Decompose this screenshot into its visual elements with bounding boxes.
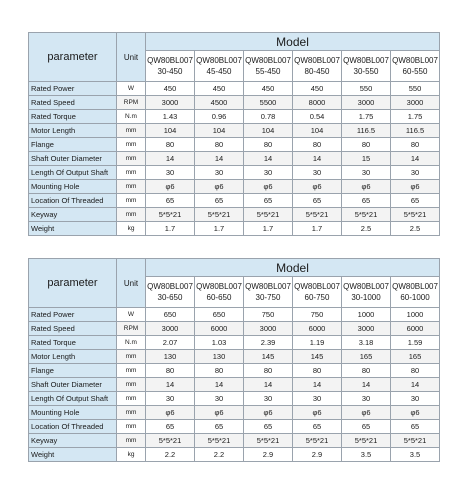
model-code-line2: 80-450 [304,67,330,76]
value-cell: 130 [195,350,244,364]
model-code-cell [195,51,244,82]
unit-cell: mm [117,152,146,166]
value-cell: 3000 [146,322,195,336]
model-code-cell [244,51,293,82]
value-cell: 1.19 [293,336,342,350]
value-cell: 145 [244,350,293,364]
value-cell: 5*5*21 [293,208,342,222]
value-cell: 65 [293,420,342,434]
value-cell: 0.78 [244,110,293,124]
value-cell: 5*5*21 [244,208,293,222]
value-cell: 30 [195,166,244,180]
value-cell: 80 [391,138,440,152]
value-cell: 5500 [244,96,293,110]
value-cell: 1.59 [391,336,440,350]
value-cell: 550 [391,82,440,96]
unit-cell: mm [117,364,146,378]
table-row [29,350,440,364]
model-code-line2: 60-650 [206,293,232,302]
table-row [29,392,440,406]
model-code-line1: QW80BL007 [196,56,242,65]
value-cell: 65 [391,420,440,434]
value-cell: 2.5 [391,222,440,236]
value-cell: 65 [342,420,391,434]
value-cell: 80 [293,364,342,378]
value-cell: 30 [244,392,293,406]
value-cell: 80 [244,364,293,378]
value-cell: 104 [293,124,342,138]
value-cell: 5*5*21 [391,434,440,448]
table-row [29,308,440,322]
unit-cell: mm [117,392,146,406]
table-row [29,364,440,378]
value-cell: 14 [146,378,195,392]
model-header: Model [146,259,440,277]
value-cell: 3000 [342,322,391,336]
value-cell: 14 [342,378,391,392]
table-row [29,180,440,194]
value-cell: 30 [293,392,342,406]
unit-cell: mm [117,166,146,180]
value-cell: 65 [293,194,342,208]
value-cell: 2.5 [342,222,391,236]
value-cell: 450 [244,82,293,96]
model-code-line2: 60-1000 [400,293,430,302]
value-cell: 14 [146,152,195,166]
table-row [29,222,440,236]
value-cell: 80 [342,364,391,378]
value-cell: 1.75 [391,110,440,124]
value-cell: 165 [391,350,440,364]
value-cell: 0.96 [195,110,244,124]
value-cell: φ6 [391,180,440,194]
value-cell: 5*5*21 [195,434,244,448]
model-code-line1: QW80BL007 [294,282,340,291]
value-cell: 14 [195,152,244,166]
unit-cell: mm [117,406,146,420]
parameter-name: Rated Power [29,308,117,322]
value-cell: 65 [146,194,195,208]
value-cell: 30 [391,166,440,180]
unit-header: Unit [117,259,146,308]
value-cell: 3000 [391,96,440,110]
table-row [29,336,440,350]
model-code-cell [195,277,244,308]
value-cell: 80 [195,138,244,152]
value-cell: 80 [195,364,244,378]
value-cell: 750 [293,308,342,322]
value-cell: 1.7 [244,222,293,236]
model-code-line1: QW80BL007 [245,282,291,291]
unit-cell: mm [117,378,146,392]
value-cell: 750 [244,308,293,322]
model-code-line1: QW80BL007 [343,282,389,291]
unit-header: Unit [117,33,146,82]
value-cell: 3.5 [391,448,440,462]
parameter-name: Rated Torque [29,110,117,124]
model-code-line2: 60-750 [304,293,330,302]
unit-cell: N.m [117,110,146,124]
model-code-line1: QW80BL007 [392,56,438,65]
table-row [29,434,440,448]
value-cell: 30 [391,392,440,406]
model-code-line1: QW80BL007 [245,56,291,65]
value-cell: 104 [146,124,195,138]
value-cell: 65 [195,420,244,434]
table-row [29,152,440,166]
model-code-line1: QW80BL007 [147,282,193,291]
table-row [29,82,440,96]
model-code-line1: QW80BL007 [343,56,389,65]
value-cell: 80 [146,138,195,152]
model-code-line1: QW80BL007 [196,282,242,291]
model-code-line1: QW80BL007 [294,56,340,65]
value-cell: 30 [244,166,293,180]
value-cell: 5*5*21 [195,208,244,222]
parameter-name: Mounting Hole [29,180,117,194]
value-cell: φ6 [146,406,195,420]
model-code-cell [391,277,440,308]
parameter-header: parameter [29,33,117,82]
value-cell: 14 [391,378,440,392]
table-row [29,110,440,124]
unit-cell: RPM [117,96,146,110]
value-cell: φ6 [244,180,293,194]
parameter-name: Rated Torque [29,336,117,350]
value-cell: 450 [293,82,342,96]
table-row [29,322,440,336]
model-code-line2: 30-450 [157,67,183,76]
value-cell: 6000 [391,322,440,336]
value-cell: 80 [244,138,293,152]
table-row [29,420,440,434]
value-cell: 3.18 [342,336,391,350]
value-cell: 14 [293,378,342,392]
parameter-name: Weight [29,448,117,462]
value-cell: φ6 [391,406,440,420]
value-cell: 5*5*21 [391,208,440,222]
value-cell: 1.7 [195,222,244,236]
model-code-cell [293,51,342,82]
value-cell: 3000 [342,96,391,110]
model-header: Model [146,33,440,51]
value-cell: 2.39 [244,336,293,350]
value-cell: 1000 [342,308,391,322]
value-cell: 6000 [195,322,244,336]
value-cell: φ6 [293,180,342,194]
value-cell: 1.7 [293,222,342,236]
value-cell: φ6 [293,406,342,420]
value-cell: 65 [391,194,440,208]
model-code-line2: 45-450 [206,67,232,76]
spec-body [29,82,440,236]
value-cell: 80 [391,364,440,378]
unit-cell: mm [117,434,146,448]
table-row [29,124,440,138]
value-cell: 1.75 [342,110,391,124]
value-cell: 116.5 [391,124,440,138]
model-code-cell [244,277,293,308]
model-code-line1: QW80BL007 [392,282,438,291]
table-row [29,406,440,420]
parameter-name: Length Of Output Shaft [29,166,117,180]
unit-cell: mm [117,350,146,364]
value-cell: 65 [146,420,195,434]
value-cell: 1000 [391,308,440,322]
parameter-name: Motor Length [29,124,117,138]
value-cell: φ6 [146,180,195,194]
value-cell: 2.9 [293,448,342,462]
value-cell: φ6 [195,180,244,194]
unit-cell: W [117,308,146,322]
unit-cell: W [117,82,146,96]
value-cell: 104 [244,124,293,138]
value-cell: 15 [342,152,391,166]
parameter-name: Mounting Hole [29,406,117,420]
value-cell: 30 [146,166,195,180]
table-row [29,194,440,208]
value-cell: 30 [342,166,391,180]
parameter-name: Length Of Output Shaft [29,392,117,406]
value-cell: 116.5 [342,124,391,138]
model-code-line2: 30-550 [353,67,379,76]
unit-cell: kg [117,222,146,236]
parameter-name: Location Of Threaded [29,194,117,208]
unit-cell: mm [117,180,146,194]
value-cell: 3.5 [342,448,391,462]
value-cell: φ6 [244,406,293,420]
value-cell: 14 [391,152,440,166]
value-cell: φ6 [342,180,391,194]
table-row [29,96,440,110]
value-cell: 3000 [146,96,195,110]
value-cell: 30 [195,392,244,406]
value-cell: 5*5*21 [146,434,195,448]
parameter-header: parameter [29,259,117,308]
value-cell: 30 [342,392,391,406]
table-row [29,378,440,392]
value-cell: 5*5*21 [342,434,391,448]
value-cell: 2.2 [195,448,244,462]
parameter-name: Location Of Threaded [29,420,117,434]
value-cell: 14 [293,152,342,166]
parameter-name: Shaft Outer Diameter [29,378,117,392]
value-cell: 0.54 [293,110,342,124]
value-cell: 80 [293,138,342,152]
parameter-name: Weight [29,222,117,236]
parameter-name: Keyway [29,208,117,222]
parameter-name: Rated Speed [29,322,117,336]
table-row [29,138,440,152]
model-code-line2: 30-650 [157,293,183,302]
table-row [29,166,440,180]
model-code-cell [391,51,440,82]
model-code-line1: QW80BL007 [147,56,193,65]
parameter-name: Shaft Outer Diameter [29,152,117,166]
model-code-cell [293,277,342,308]
model-code-cell [342,51,391,82]
value-cell: 14 [244,152,293,166]
value-cell: 65 [244,420,293,434]
value-cell: 5*5*21 [342,208,391,222]
value-cell: 450 [146,82,195,96]
value-cell: 1.03 [195,336,244,350]
spec-body [29,308,440,462]
model-code-line2: 30-1000 [351,293,381,302]
table-row [29,448,440,462]
value-cell: 30 [146,392,195,406]
value-cell: 1.43 [146,110,195,124]
value-cell: 104 [195,124,244,138]
spec-table-1 [28,32,440,236]
model-code-cell [342,277,391,308]
model-code-cell [146,51,195,82]
value-cell: 14 [244,378,293,392]
value-cell: 145 [293,350,342,364]
value-cell: 2.07 [146,336,195,350]
value-cell: 8000 [293,96,342,110]
value-cell: 80 [146,364,195,378]
unit-cell: RPM [117,322,146,336]
value-cell: 4500 [195,96,244,110]
parameter-name: Flange [29,364,117,378]
value-cell: 1.7 [146,222,195,236]
value-cell: 2.2 [146,448,195,462]
unit-cell: mm [117,138,146,152]
value-cell: 450 [195,82,244,96]
unit-cell: mm [117,194,146,208]
value-cell: 650 [146,308,195,322]
value-cell: 550 [342,82,391,96]
model-code-cell [146,277,195,308]
model-code-line2: 30-750 [255,293,281,302]
value-cell: 65 [244,194,293,208]
value-cell: φ6 [342,406,391,420]
value-cell: 3000 [244,322,293,336]
value-cell: 5*5*21 [244,434,293,448]
value-cell: 14 [195,378,244,392]
parameter-name: Rated Power [29,82,117,96]
parameter-name: Flange [29,138,117,152]
value-cell: 80 [342,138,391,152]
value-cell: 130 [146,350,195,364]
value-cell: 65 [195,194,244,208]
model-code-line2: 55-450 [255,67,281,76]
model-code-line2: 60-550 [402,67,428,76]
unit-cell: mm [117,420,146,434]
value-cell: 5*5*21 [293,434,342,448]
value-cell: 65 [342,194,391,208]
value-cell: 5*5*21 [146,208,195,222]
value-cell: 650 [195,308,244,322]
spec-table-2 [28,258,440,462]
unit-cell: N.m [117,336,146,350]
unit-cell: mm [117,124,146,138]
parameter-name: Rated Speed [29,96,117,110]
value-cell: 6000 [293,322,342,336]
value-cell: φ6 [195,406,244,420]
unit-cell: mm [117,208,146,222]
value-cell: 165 [342,350,391,364]
value-cell: 30 [293,166,342,180]
value-cell: 2.9 [244,448,293,462]
table-row [29,208,440,222]
parameter-name: Keyway [29,434,117,448]
parameter-name: Motor Length [29,350,117,364]
unit-cell: kg [117,448,146,462]
